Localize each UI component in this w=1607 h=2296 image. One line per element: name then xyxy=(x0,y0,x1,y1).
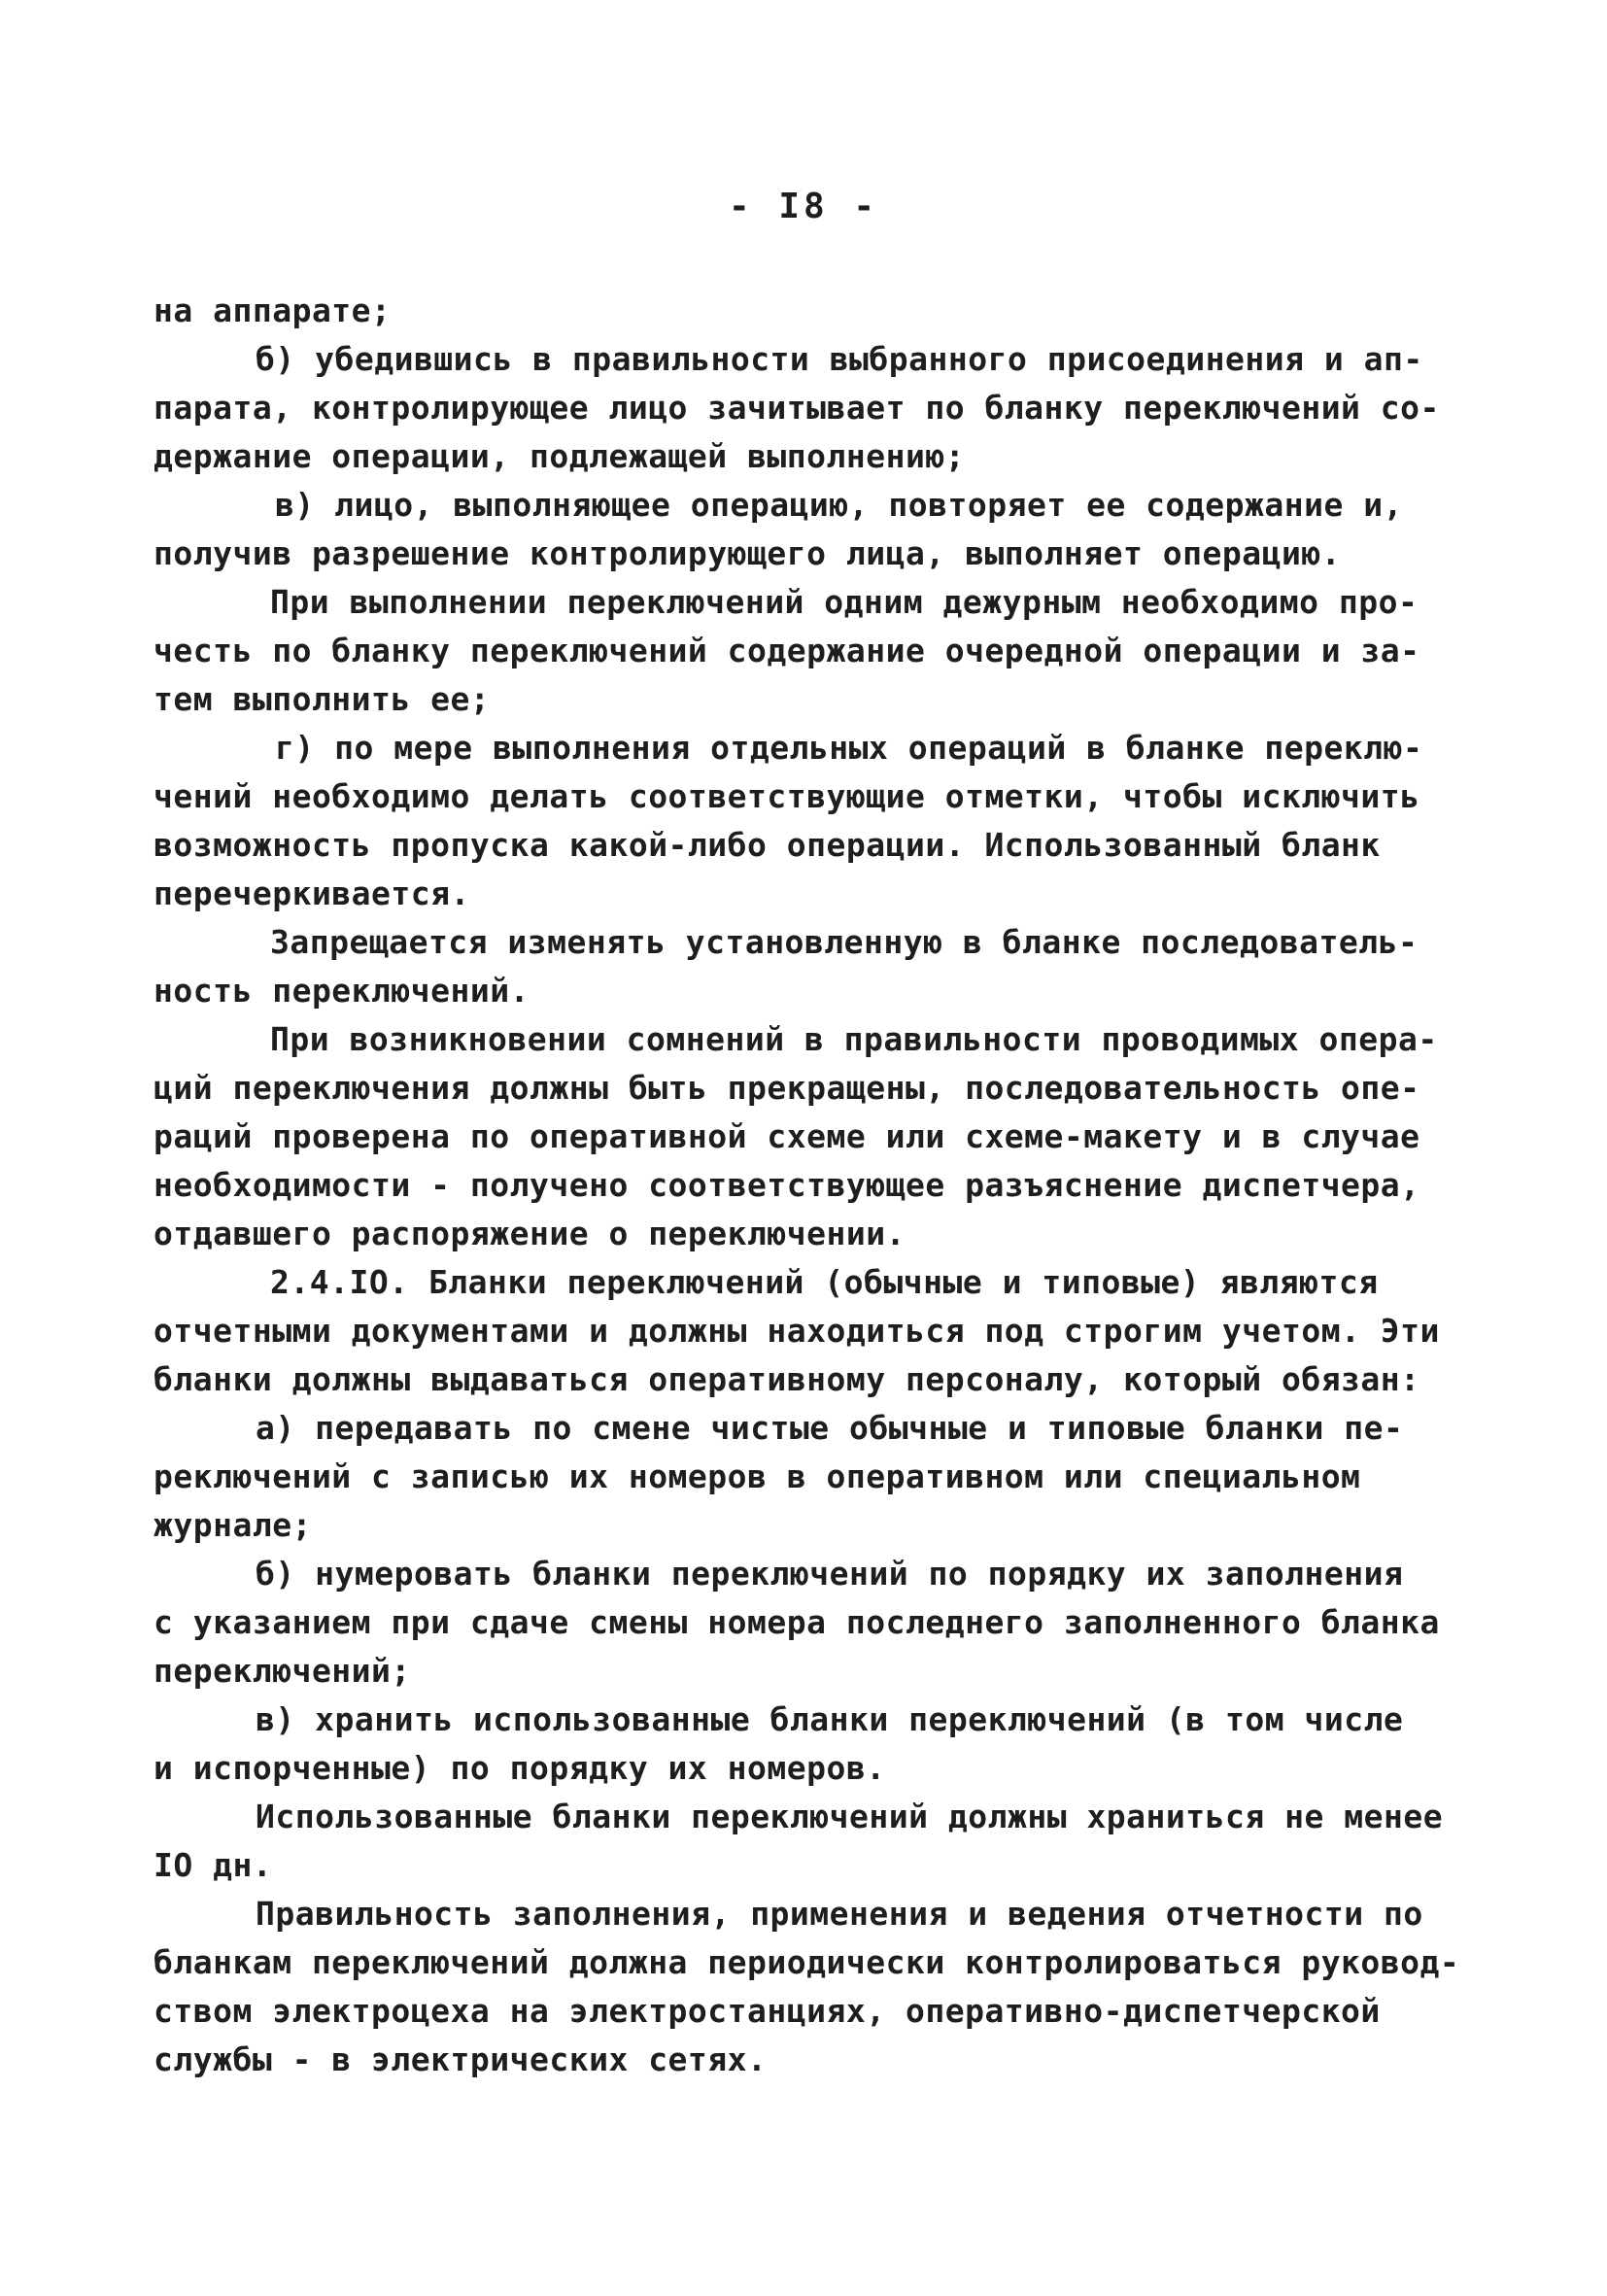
text-line: При выполнении переключений одним дежурным необходимо про- xyxy=(270,583,1419,621)
text-line: службы - в электрических сетях. xyxy=(154,2040,768,2078)
text-line: чений необходимо делать соответствующие отметки, чтобы исключить xyxy=(154,777,1420,815)
text-line: в) хранить использованные бланки переключений (в том числе xyxy=(256,1700,1404,1738)
text-line: необходимости - получено соответствующее разъяснение диспетчера, xyxy=(154,1166,1420,1204)
text-line: Правильность заполнения, применения и ведения отчетности по xyxy=(256,1895,1423,1933)
text-line: отдавшего распоряжение о переключении. xyxy=(154,1215,906,1252)
text-line: ством электроцеха на электростанциях, оперативно-диспетчерской xyxy=(154,1992,1381,2030)
text-line: на аппарате; xyxy=(154,291,392,329)
text-line: перечеркивается. xyxy=(154,874,470,912)
text-line: б) убедившись в правильности выбранного присоединения и ап- xyxy=(256,340,1423,378)
text-line: честь по бланку переключений содержание очередной операции и за- xyxy=(154,632,1420,669)
text-line: парата, контролирующее лицо зачитывает по бланку переключений со- xyxy=(154,389,1440,427)
text-line: г) по мере выполнения отдельных операций в бланке переклю- xyxy=(275,729,1423,767)
text-line: IO дн. xyxy=(154,1846,273,1884)
text-line: отчетными документами и должны находиться под строгим учетом. Эти xyxy=(154,1312,1440,1350)
text-line: держание операции, подлежащей выполнению; xyxy=(154,437,966,475)
page-number: - I8 - xyxy=(728,187,879,226)
text-line: ность переключений. xyxy=(154,972,530,1010)
text-line: тем выполнить ее; xyxy=(154,680,491,718)
text-line: 2.4.IO. Бланки переключений (обычные и типовые) являются xyxy=(270,1263,1379,1301)
text-line: При возникновении сомнений в правильности проводимых опера- xyxy=(270,1020,1438,1058)
text-line: раций проверена по оперативной схеме или схеме-макету и в случае xyxy=(154,1117,1420,1155)
text-line: и испорченные) по порядку их номеров. xyxy=(154,1749,886,1787)
text-line: ций переключения должны быть прекращены, последовательность опе- xyxy=(154,1069,1420,1107)
text-line: бланкам переключений должна периодически контролироваться руковод- xyxy=(154,1943,1460,1981)
text-line: бланки должны выдаваться оперативному персоналу, который обязан: xyxy=(154,1360,1420,1398)
text-line: Запрещается изменять установленную в бланке последователь- xyxy=(270,923,1419,961)
text-line: а) передавать по смене чистые обычные и типовые бланки пе- xyxy=(256,1409,1404,1447)
text-line: в) лицо, выполняющее операцию, повторяет ее содержание и, xyxy=(275,486,1403,524)
text-line: возможность пропуска какой-либо операции. Использованный бланк xyxy=(154,826,1381,864)
text-line: с указанием при сдаче смены номера последнего заполненного бланка xyxy=(154,1603,1440,1641)
text-line: реключений с записью их номеров в оперативном или специальном xyxy=(154,1457,1361,1495)
text-line: получив разрешение контролирующего лица, выполняет операцию. xyxy=(154,534,1342,572)
text-line: б) нумеровать бланки переключений по порядку их заполнения xyxy=(256,1555,1404,1593)
text-line: переключений; xyxy=(154,1652,411,1690)
text-line: Использованные бланки переключений должны храниться не менее xyxy=(256,1798,1444,1835)
text-line: журнале; xyxy=(154,1506,312,1544)
